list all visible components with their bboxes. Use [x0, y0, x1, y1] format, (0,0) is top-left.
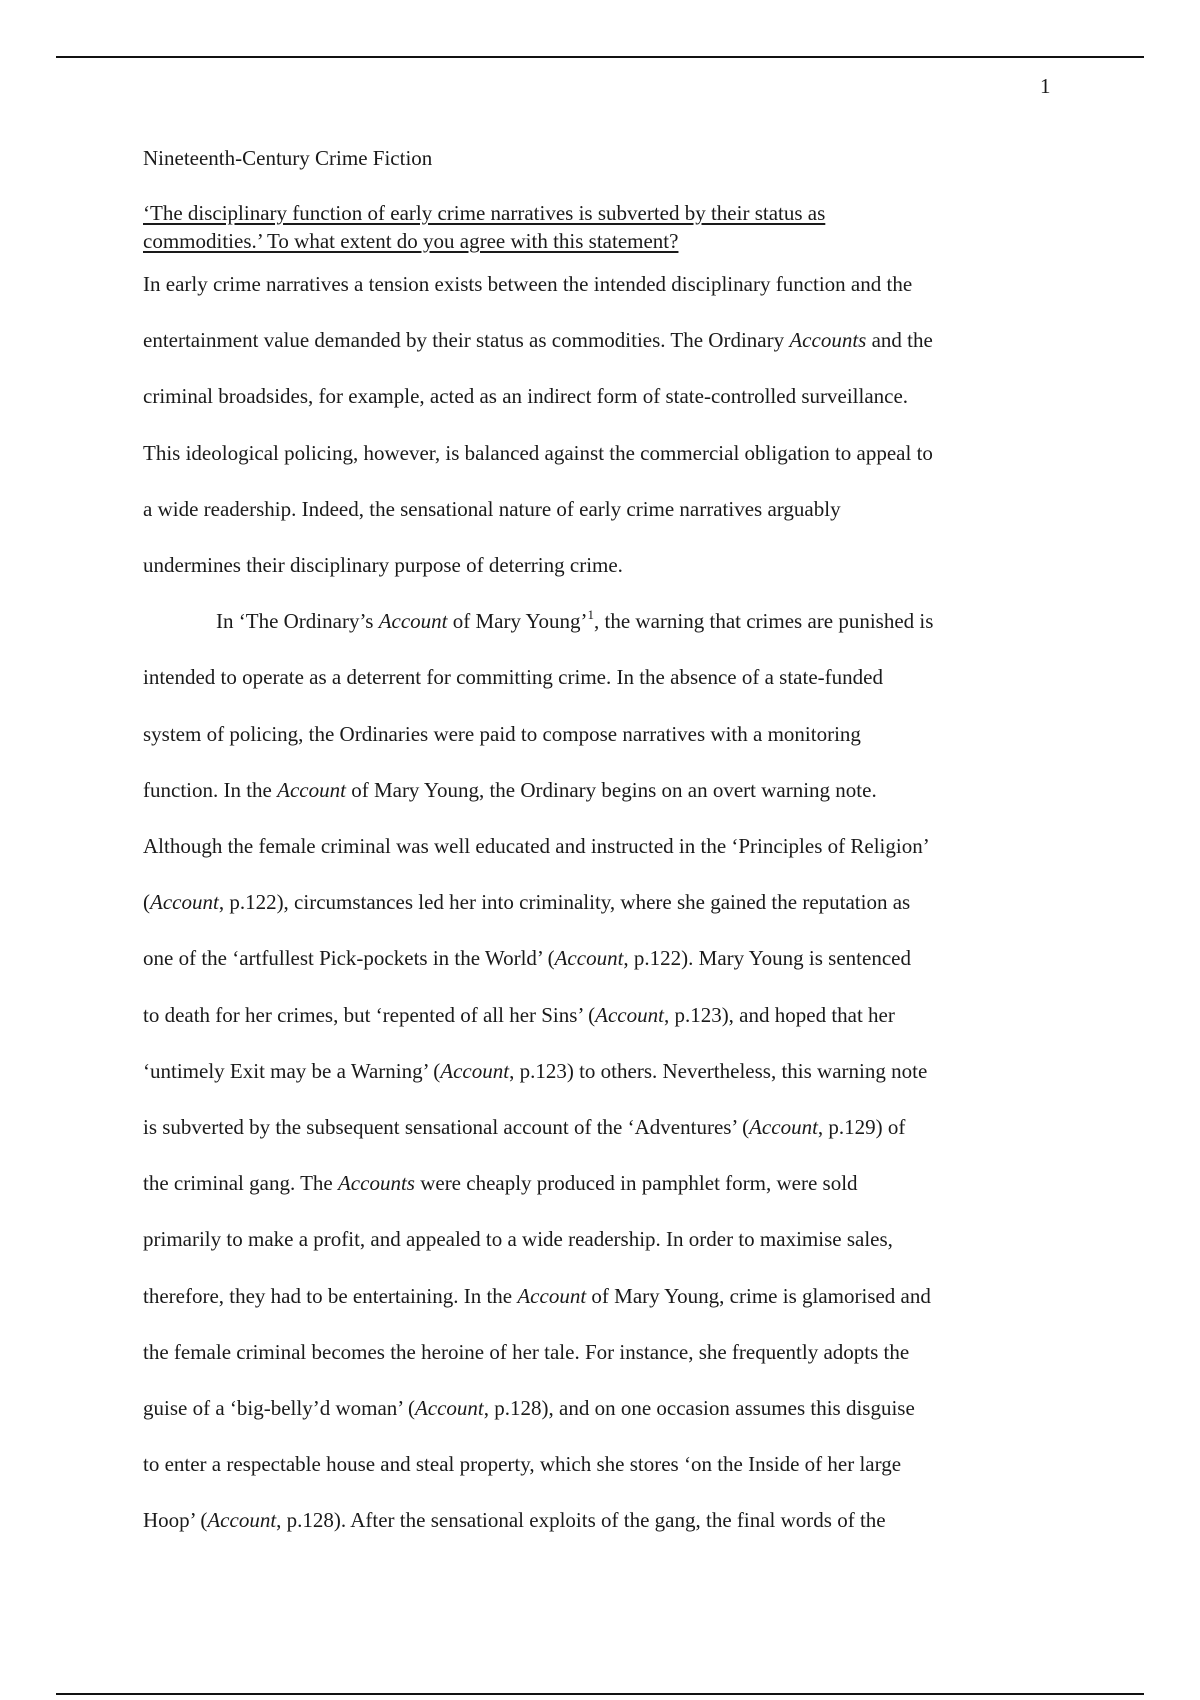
essay-body-line	[143, 1169, 858, 1197]
text-run: Hoop’ (	[143, 1508, 208, 1533]
text-run: In early crime narratives a tension exists between the intended disciplinary function and the	[143, 272, 913, 296]
text-run: system of policing, the Ordinaries were paid to compose narratives with a monitoring	[143, 721, 861, 746]
text-run: , the warning that crimes are punished is	[594, 609, 934, 634]
text-run: , p.129) of	[817, 1115, 906, 1139]
italic-title: Account	[517, 1283, 587, 1308]
essay-body-line	[143, 776, 877, 804]
text-run: to death for her crimes, but ‘repented of all her Sins’ (	[143, 1002, 596, 1027]
text-run: , p.123), and hoped that her	[663, 1002, 895, 1027]
text-run: intended to operate as a deterrent for committing crime. In the absence of a state-funded	[143, 665, 883, 690]
essay-body-line	[143, 439, 933, 467]
text-run: , p.128), and on one occasion assumes this disguise	[483, 1396, 915, 1420]
italic-title: Accounts	[789, 328, 867, 353]
essay-body-line	[143, 1113, 905, 1141]
header-rule	[56, 56, 1144, 58]
text-run: guise of a ‘big-belly’d woman’ (	[143, 1396, 415, 1420]
text-run: function. In the	[143, 777, 278, 802]
text-run: is subverted by the subsequent sensational account of the ‘Adventures’ (	[143, 1115, 750, 1139]
essay-question-line: ‘The disciplinary function of early crime narratives is subverted by their status as	[143, 201, 826, 225]
essay-body-line	[143, 1338, 909, 1366]
text-run: , p.123) to others. Nevertheless, this warning note	[509, 1058, 928, 1083]
text-run: In ‘The Ordinary’s	[216, 609, 379, 634]
italic-title: Account	[378, 609, 448, 634]
text-run: one of the ‘artfullest Pick-pockets in the World’ (	[143, 946, 555, 971]
essay-body-line	[143, 1450, 901, 1478]
essay-body-line	[143, 551, 623, 579]
text-run: of Mary Young’	[447, 609, 588, 634]
text-run: of Mary Young, crime is glamorised and	[586, 1283, 931, 1308]
essay-body-line	[143, 1506, 886, 1534]
italic-title: Account	[595, 1002, 664, 1027]
italic-title: Account	[414, 1396, 484, 1420]
essay-body-line	[143, 832, 930, 860]
italic-title: Account	[207, 1508, 277, 1533]
text-run: to enter a respectable house and steal property, which she stores ‘on the Inside of her large	[143, 1452, 902, 1477]
text-run: , p.122). Mary Young is sentenced	[623, 946, 911, 971]
essay-body-line	[143, 382, 908, 410]
essay-body-line	[143, 270, 912, 298]
essay-question-line: commodities.’ To what extent do you agree with this statement?	[143, 229, 679, 253]
text-run: therefore, they had to be entertaining. In the	[143, 1283, 518, 1308]
footer-rule	[56, 1693, 1144, 1695]
essay-body-line	[143, 663, 883, 691]
course-title: Nineteenth-Century Crime Fiction	[143, 146, 433, 170]
text-run: and the	[866, 328, 933, 353]
text-run: This ideological policing, however, is balanced against the commercial obligation to appeal to	[143, 440, 933, 465]
essay-body-line	[143, 1057, 927, 1085]
page-number: 1	[1040, 74, 1051, 98]
essay-body-line	[143, 1394, 915, 1422]
italic-title: Account	[440, 1058, 510, 1083]
italic-title: Account	[554, 946, 624, 971]
text-run: Although the female criminal was well educated and instructed in the ‘Principles of Religion’	[143, 834, 930, 858]
text-run: criminal broadsides, for example, acted as an indirect form of state-controlled surveillance.	[143, 384, 909, 409]
essay-body-line	[143, 888, 910, 916]
italic-title: Account	[749, 1115, 818, 1139]
text-run: (	[143, 890, 150, 915]
text-run: primarily to make a profit, and appealed to a wide readership. In order to maximise sales,	[143, 1227, 893, 1252]
essay-body-line	[143, 1225, 893, 1253]
text-run: were cheaply produced in pamphlet form, were sold	[414, 1171, 858, 1196]
essay-body-line	[216, 607, 933, 635]
text-run: of Mary Young, the Ordinary begins on an overt warning note.	[345, 777, 877, 802]
essay-body-line	[143, 1001, 895, 1029]
essay-body-line	[143, 326, 933, 354]
text-run: undermines their disciplinary purpose of deterring crime.	[143, 553, 623, 577]
text-run: ‘untimely Exit may be a Warning’ (	[143, 1058, 441, 1083]
italic-title: Accounts	[337, 1171, 415, 1196]
text-run: the female criminal becomes the heroine of her tale. For instance, she frequently adopts the	[143, 1339, 910, 1364]
text-run: a wide readership. Indeed, the sensational nature of early crime narratives arguably	[143, 496, 841, 521]
essay-body-line	[143, 495, 841, 523]
text-run: the criminal gang. The	[143, 1171, 338, 1196]
text-run: , p.128). After the sensational exploits of the gang, the final words of the	[276, 1508, 886, 1533]
italic-title: Account	[277, 777, 346, 802]
footnote-reference: 1	[587, 607, 595, 623]
essay-body-line	[143, 1282, 931, 1310]
text-run: , p.122), circumstances led her into criminality, where she gained the reputation as	[218, 890, 911, 915]
italic-title: Account	[150, 890, 219, 915]
essay-body-line	[143, 720, 861, 748]
text-run: entertainment value demanded by their status as commodities. The Ordinary	[143, 328, 790, 353]
essay-body-line	[143, 944, 911, 972]
